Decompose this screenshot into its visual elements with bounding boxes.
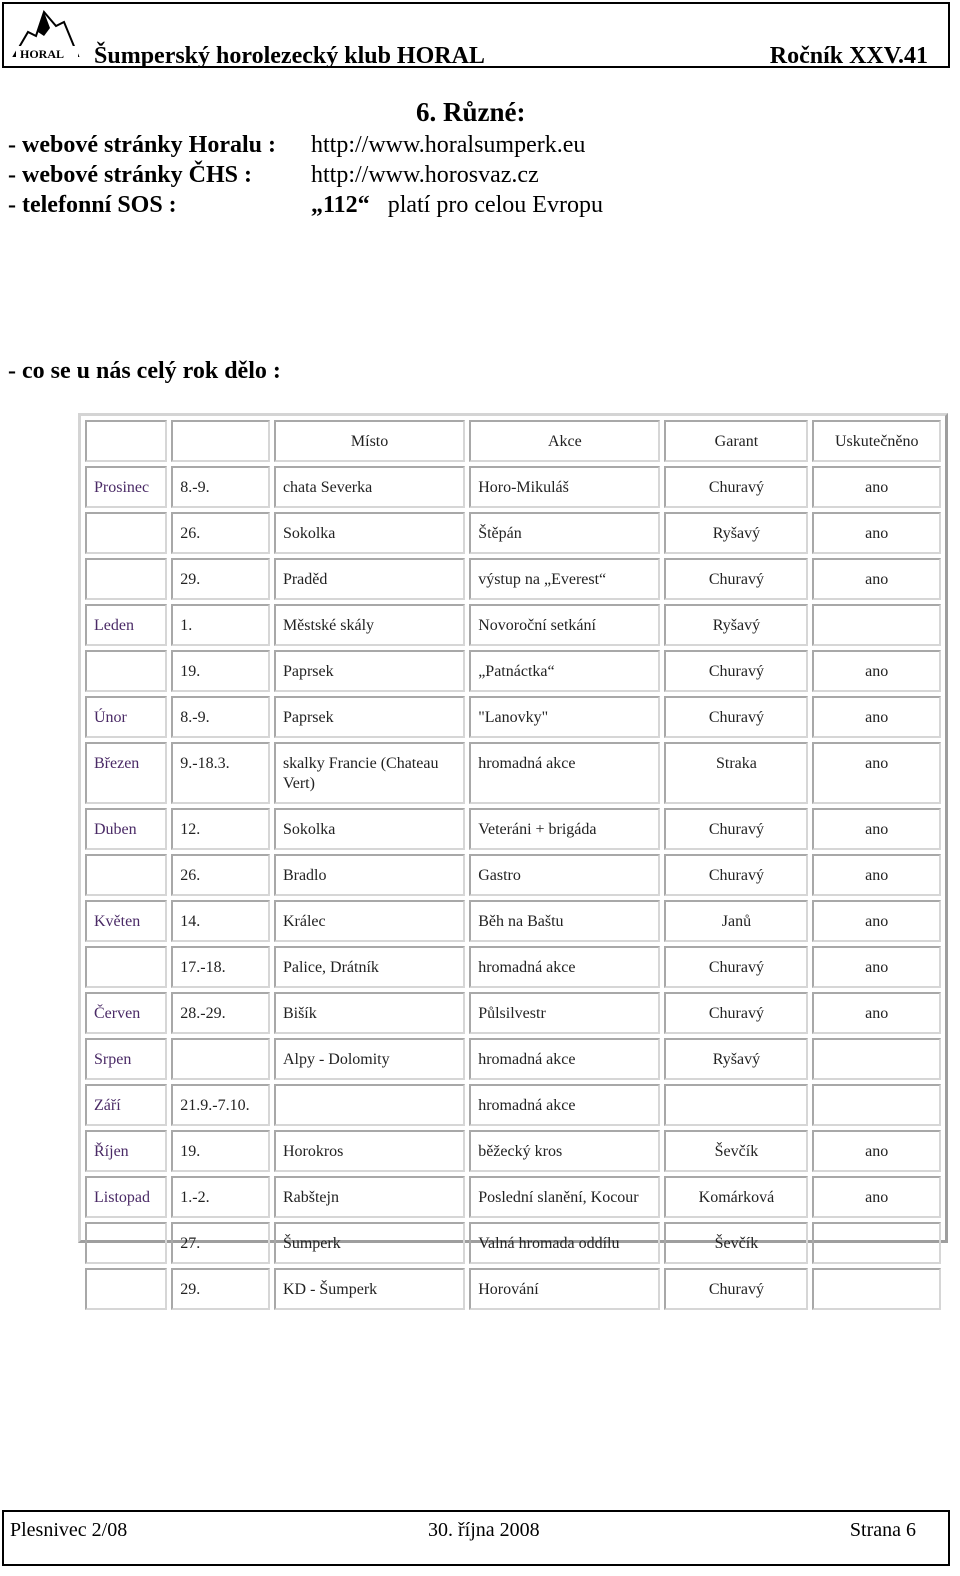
table-row (85, 946, 941, 988)
table-header-row (85, 420, 941, 462)
cell-organizer: Ryšavý (664, 604, 808, 646)
club-name: Šumperský horolezecký klub HORAL (94, 43, 485, 69)
cell-organizer: Churavý (664, 466, 808, 508)
cell-done: ano (812, 992, 941, 1034)
cell-event: „Patnáctka“ (469, 650, 660, 692)
cell-done: ano (812, 946, 941, 988)
cell-organizer (664, 1084, 808, 1126)
cell-place: Palice, Drátník (274, 946, 465, 988)
events-table-frame (78, 413, 948, 1298)
cell-place: Šumperk (274, 1222, 465, 1264)
cell-place: Paprsek (274, 650, 465, 692)
table-row (85, 854, 941, 896)
table-row (85, 1130, 941, 1172)
cell-event: hromadná akce (469, 946, 660, 988)
cell-date: 26. (171, 512, 270, 554)
cell-done: ano (812, 900, 941, 942)
cell-place: Sokolka (274, 512, 465, 554)
table-row (85, 1268, 941, 1310)
table-row (85, 900, 941, 942)
table-row (85, 650, 941, 692)
table-row (85, 1084, 941, 1126)
cell-done: ano (812, 1176, 941, 1218)
cell-month (85, 946, 167, 988)
cell-date: 1. (171, 604, 270, 646)
cell-month: Únor (85, 696, 167, 738)
table-row (85, 1222, 941, 1264)
cell-date: 29. (171, 558, 270, 600)
cell-event: hromadná akce (469, 1084, 660, 1126)
cell-place: Rabštejn (274, 1176, 465, 1218)
chs-url-link[interactable]: http://www.horosvaz.cz (311, 162, 539, 188)
info-label: - webové stránky Horalu : (8, 132, 276, 158)
page-footer (2, 1510, 950, 1566)
page-header (2, 2, 950, 68)
cell-place: Horokros (274, 1130, 465, 1172)
cell-done (812, 1268, 941, 1310)
header-cell-month (85, 420, 167, 462)
table-row (85, 558, 941, 600)
cell-done: ano (812, 742, 941, 804)
cell-event: Gastro (469, 854, 660, 896)
cell-done: ano (812, 808, 941, 850)
cell-done (812, 1222, 941, 1264)
cell-organizer: Churavý (664, 650, 808, 692)
year-heading: - co se u nás celý rok dělo : (8, 358, 281, 384)
cell-month: Leden (85, 604, 167, 646)
cell-done: ano (812, 650, 941, 692)
table-row (85, 1038, 941, 1080)
cell-date: 1.-2. (171, 1176, 270, 1218)
cell-done: ano (812, 558, 941, 600)
cell-month: Listopad (85, 1176, 167, 1218)
cell-date: 8.-9. (171, 696, 270, 738)
cell-place: Paprsek (274, 696, 465, 738)
cell-event: Novoroční setkání (469, 604, 660, 646)
cell-organizer: Churavý (664, 992, 808, 1034)
cell-place: Praděd (274, 558, 465, 600)
cell-date: 14. (171, 900, 270, 942)
info-label: - telefonní SOS : (8, 192, 177, 218)
cell-event: běžecký kros (469, 1130, 660, 1172)
cell-date: 17.-18. (171, 946, 270, 988)
info-label: - webové stránky ČHS : (8, 162, 252, 188)
cell-event: Běh na Baštu (469, 900, 660, 942)
cell-event: Veteráni + brigáda (469, 808, 660, 850)
cell-date: 28.-29. (171, 992, 270, 1034)
cell-done: ano (812, 1130, 941, 1172)
cell-organizer: Ševčík (664, 1222, 808, 1264)
cell-done (812, 1038, 941, 1080)
sos-note: platí pro celou Evropu (387, 192, 603, 218)
cell-event: Poslední slanění, Kocour (469, 1176, 660, 1218)
cell-event: hromadná akce (469, 742, 660, 804)
cell-month (85, 558, 167, 600)
table-row (85, 992, 941, 1034)
header-cell-date (171, 420, 270, 462)
cell-organizer: Churavý (664, 854, 808, 896)
cell-done: ano (812, 696, 941, 738)
cell-month (85, 1268, 167, 1310)
cell-place (274, 1084, 465, 1126)
cell-month (85, 650, 167, 692)
horal-logo (8, 6, 84, 66)
cell-event: výstup na „Everest“ (469, 558, 660, 600)
cell-organizer: Churavý (664, 696, 808, 738)
cell-place: Bišík (274, 992, 465, 1034)
cell-date: 26. (171, 854, 270, 896)
cell-place: skalky Francie (Chateau Vert) (274, 742, 465, 804)
cell-month: Duben (85, 808, 167, 850)
info-row-horal-web (8, 130, 585, 160)
cell-date: 12. (171, 808, 270, 850)
info-row-chs-web (8, 160, 539, 190)
horal-url-link[interactable]: http://www.horalsumperk.eu (311, 132, 586, 158)
cell-event: Valná hromada oddílu (469, 1222, 660, 1264)
table-row (85, 808, 941, 850)
cell-event: Štěpán (469, 512, 660, 554)
cell-event: "Lanovky" (469, 696, 660, 738)
cell-organizer: Straka (664, 742, 808, 804)
footer-date: 30. října 2008 (428, 1519, 540, 1541)
cell-date: 19. (171, 650, 270, 692)
table-row (85, 466, 941, 508)
cell-organizer: Ryšavý (664, 512, 808, 554)
cell-date: 21.9.-7.10. (171, 1084, 270, 1126)
cell-done: ano (812, 512, 941, 554)
volume-label: Ročník XXV.41 (769, 43, 928, 69)
cell-organizer: Komárková (664, 1176, 808, 1218)
cell-place: Sokolka (274, 808, 465, 850)
cell-month: Říjen (85, 1130, 167, 1172)
cell-event: hromadná akce (469, 1038, 660, 1080)
section-title: 6. Různé: (416, 97, 526, 127)
cell-date (171, 1038, 270, 1080)
cell-date: 19. (171, 1130, 270, 1172)
table-row (85, 604, 941, 646)
cell-month (85, 854, 167, 896)
table-row (85, 512, 941, 554)
header-cell-place: Místo (274, 420, 465, 462)
cell-organizer: Ryšavý (664, 1038, 808, 1080)
cell-date: 8.-9. (171, 466, 270, 508)
table-row (85, 742, 941, 804)
footer-page-number: Strana 6 (849, 1519, 916, 1541)
cell-place: Bradlo (274, 854, 465, 896)
cell-done (812, 604, 941, 646)
cell-place: Králec (274, 900, 465, 942)
cell-month: Červen (85, 992, 167, 1034)
footer-issue: Plesnivec 2/08 (10, 1519, 128, 1541)
header-cell-event: Akce (469, 420, 660, 462)
cell-date: 29. (171, 1268, 270, 1310)
cell-month (85, 1222, 167, 1264)
cell-done: ano (812, 854, 941, 896)
cell-organizer: Churavý (664, 558, 808, 600)
sos-value (311, 190, 603, 220)
cell-month: Prosinec (85, 466, 167, 508)
cell-organizer: Ševčík (664, 1130, 808, 1172)
cell-event: Půlsilvestr (469, 992, 660, 1034)
cell-place: KD - Šumperk (274, 1268, 465, 1310)
cell-month: Březen (85, 742, 167, 804)
cell-organizer: Janů (664, 900, 808, 942)
cell-month (85, 512, 167, 554)
cell-event: Horování (469, 1268, 660, 1310)
cell-date: 27. (171, 1222, 270, 1264)
events-table (81, 416, 945, 1314)
cell-place: Městské skály (274, 604, 465, 646)
cell-organizer: Churavý (664, 946, 808, 988)
cell-place: Alpy - Dolomity (274, 1038, 465, 1080)
cell-organizer: Churavý (664, 808, 808, 850)
header-cell-organizer: Garant (664, 420, 808, 462)
cell-organizer: Churavý (664, 1268, 808, 1310)
cell-place: chata Severka (274, 466, 465, 508)
cell-event: Horo-Mikuláš (469, 466, 660, 508)
info-row-sos (8, 190, 603, 220)
cell-month: Září (85, 1084, 167, 1126)
sos-number: „112“ (311, 192, 370, 218)
cell-month: Srpen (85, 1038, 167, 1080)
cell-done: ano (812, 466, 941, 508)
cell-date: 9.-18.3. (171, 742, 270, 804)
table-row (85, 696, 941, 738)
logo-text: HORAL (20, 47, 65, 61)
header-cell-done: Uskutečněno (812, 420, 941, 462)
cell-month: Květen (85, 900, 167, 942)
table-row (85, 1176, 941, 1218)
cell-done (812, 1084, 941, 1126)
